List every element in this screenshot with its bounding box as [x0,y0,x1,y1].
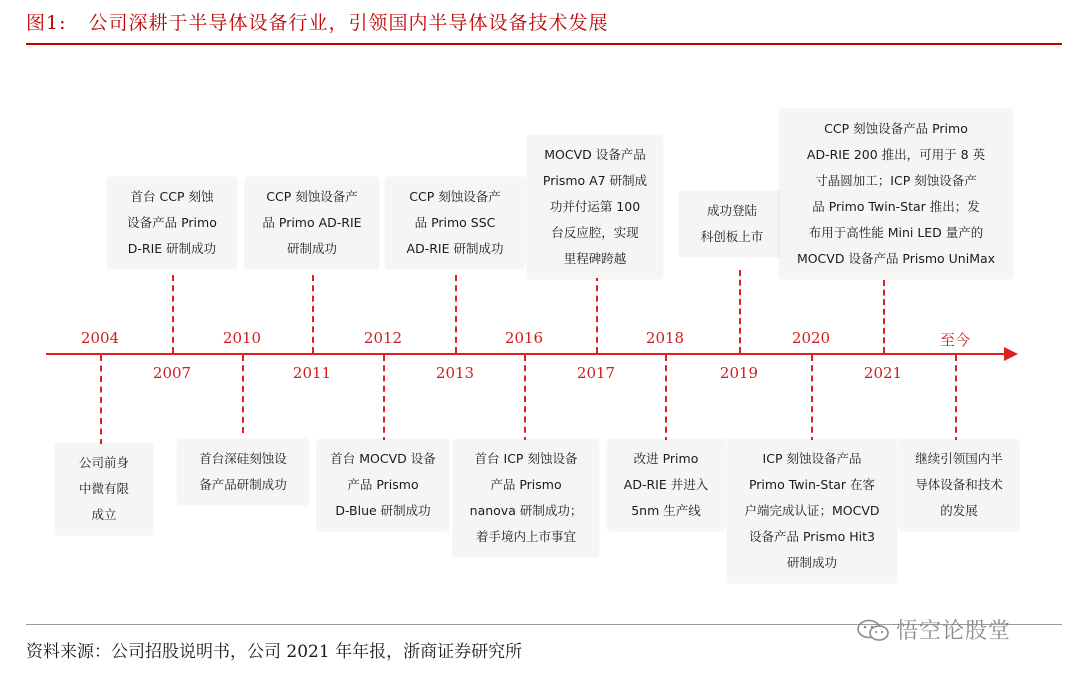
event-line: Prismo A7 研制成 [542,173,648,188]
watermark [856,614,1011,645]
event-line: 研制成功 [786,555,837,570]
connector-2017 [596,275,598,353]
year-label-2018: 2018 [645,329,685,347]
timeline-arrowhead [1004,347,1018,361]
event-line: 成功登陆 [706,203,757,218]
event-line: 首台 ICP 刻蚀设备 [474,451,578,466]
event-line: 功并付运第 100 [549,199,641,214]
year-label-2010: 2010 [222,329,262,347]
event-line: 台反应腔，实现 [551,225,639,240]
event-line: 户端完成认证；MOCVD [744,503,880,518]
event-card-2021 [780,110,1012,278]
event-line: AD-RIE 研制成功 [406,241,504,256]
event-card-2016 [454,440,598,556]
year-label-present: 至今 [939,331,970,349]
event-card-2010 [178,440,308,504]
event-line: 设备产品 Prismo Hit3 [749,529,875,544]
event-line: 研制成功 [286,241,337,256]
event-line: 产品 Prismo [490,477,562,492]
connector-2011 [312,275,314,353]
event-card-2017 [528,136,662,278]
event-line: 着手境内上市事宜 [475,529,576,544]
event-line: 寸晶圆加工；ICP 刻蚀设备产 [815,173,977,188]
event-line: 品 Primo Twin-Star 推出；发 [812,199,980,214]
event-line: 成立 [91,507,117,522]
connector-2019 [739,270,741,353]
connector-2010 [242,355,244,433]
event-line: 的发展 [940,503,978,518]
event-line: 科创板上市 [700,229,764,244]
event-line: 备产品研制成功 [199,477,287,492]
event-line: 产品 Prismo [347,477,419,492]
connector-2007 [172,275,174,353]
connector-2012 [383,355,385,443]
figure-title-text: 公司深耕于半导体设备行业，引领国内半导体设备技术发展 [88,12,609,34]
event-line: MOCVD 设备产品 Prismo UniMax [796,251,996,266]
event-card-2013 [386,178,524,268]
event-line: 品 Primo AD-RIE [262,215,362,230]
event-line: AD-RIE 200 推出，可用于 8 英 [806,147,986,162]
year-label-2011: 2011 [292,364,332,382]
year-label-2021: 2021 [863,364,903,382]
connector-2021 [883,280,885,353]
wechat-icon [856,619,890,641]
event-line: 导体设备和技术 [915,477,1003,492]
event-line: Primo Twin-Star 在客 [748,477,876,492]
event-line: CCP 刻蚀设备产 [409,189,501,204]
connector-2013 [455,275,457,353]
event-card-present [900,440,1018,530]
event-line: 品 Primo SSC [414,215,496,230]
year-label-2007: 2007 [152,364,192,382]
event-line: CCP 刻蚀设备产品 Primo [824,121,968,136]
event-line: 首台深硅刻蚀设 [199,451,287,466]
connector-2018 [665,355,667,443]
source-note: 资料来源：公司招股说明书，公司 2021 年年报，浙商证券研究所 [26,642,523,662]
connector-2020 [811,355,813,443]
event-line: 布用于高性能 Mini LED 量产的 [808,225,984,240]
timeline-axis [46,353,1008,355]
event-line: 中微有限 [78,481,129,496]
event-line: 首台 CCP 刻蚀 [130,189,214,204]
connector-2016 [524,355,526,443]
watermark-text: 悟空论股堂 [896,619,1012,644]
event-card-2018 [608,440,724,530]
connector-present [955,355,957,443]
event-line: 改进 Primo [633,451,699,466]
event-card-2012 [318,440,448,530]
year-label-2004: 2004 [80,329,120,347]
event-line: 5nm 生产线 [631,503,701,518]
event-line: nanova 研制成功； [469,503,583,518]
event-line: 公司前身 [78,455,129,470]
event-line: ICP 刻蚀设备产品 [762,451,862,466]
event-line: D-Blue 研制成功 [335,503,431,518]
event-line: 里程碑跨越 [563,251,627,266]
event-line: 首台 MOCVD 设备 [330,451,436,466]
year-label-2013: 2013 [435,364,475,382]
event-card-2019 [680,192,784,256]
event-card-2011 [246,178,378,268]
event-line: 继续引领国内半 [915,451,1003,466]
event-card-2020 [728,440,896,582]
year-label-2017: 2017 [576,364,616,382]
year-label-2012: 2012 [363,329,403,347]
figure-number: 图1: [26,12,67,34]
event-line: CCP 刻蚀设备产 [266,189,358,204]
event-line: 设备产品 Primo [127,215,217,230]
event-card-2004 [56,444,152,534]
year-label-2019: 2019 [719,364,759,382]
event-line: D-RIE 研制成功 [127,241,217,256]
event-line: AD-RIE 并进入 [623,477,709,492]
connector-2004 [100,355,102,445]
year-label-2020: 2020 [791,329,831,347]
event-line: MOCVD 设备产品 [544,147,646,162]
year-label-2016: 2016 [504,329,544,347]
event-card-2007 [108,178,236,268]
